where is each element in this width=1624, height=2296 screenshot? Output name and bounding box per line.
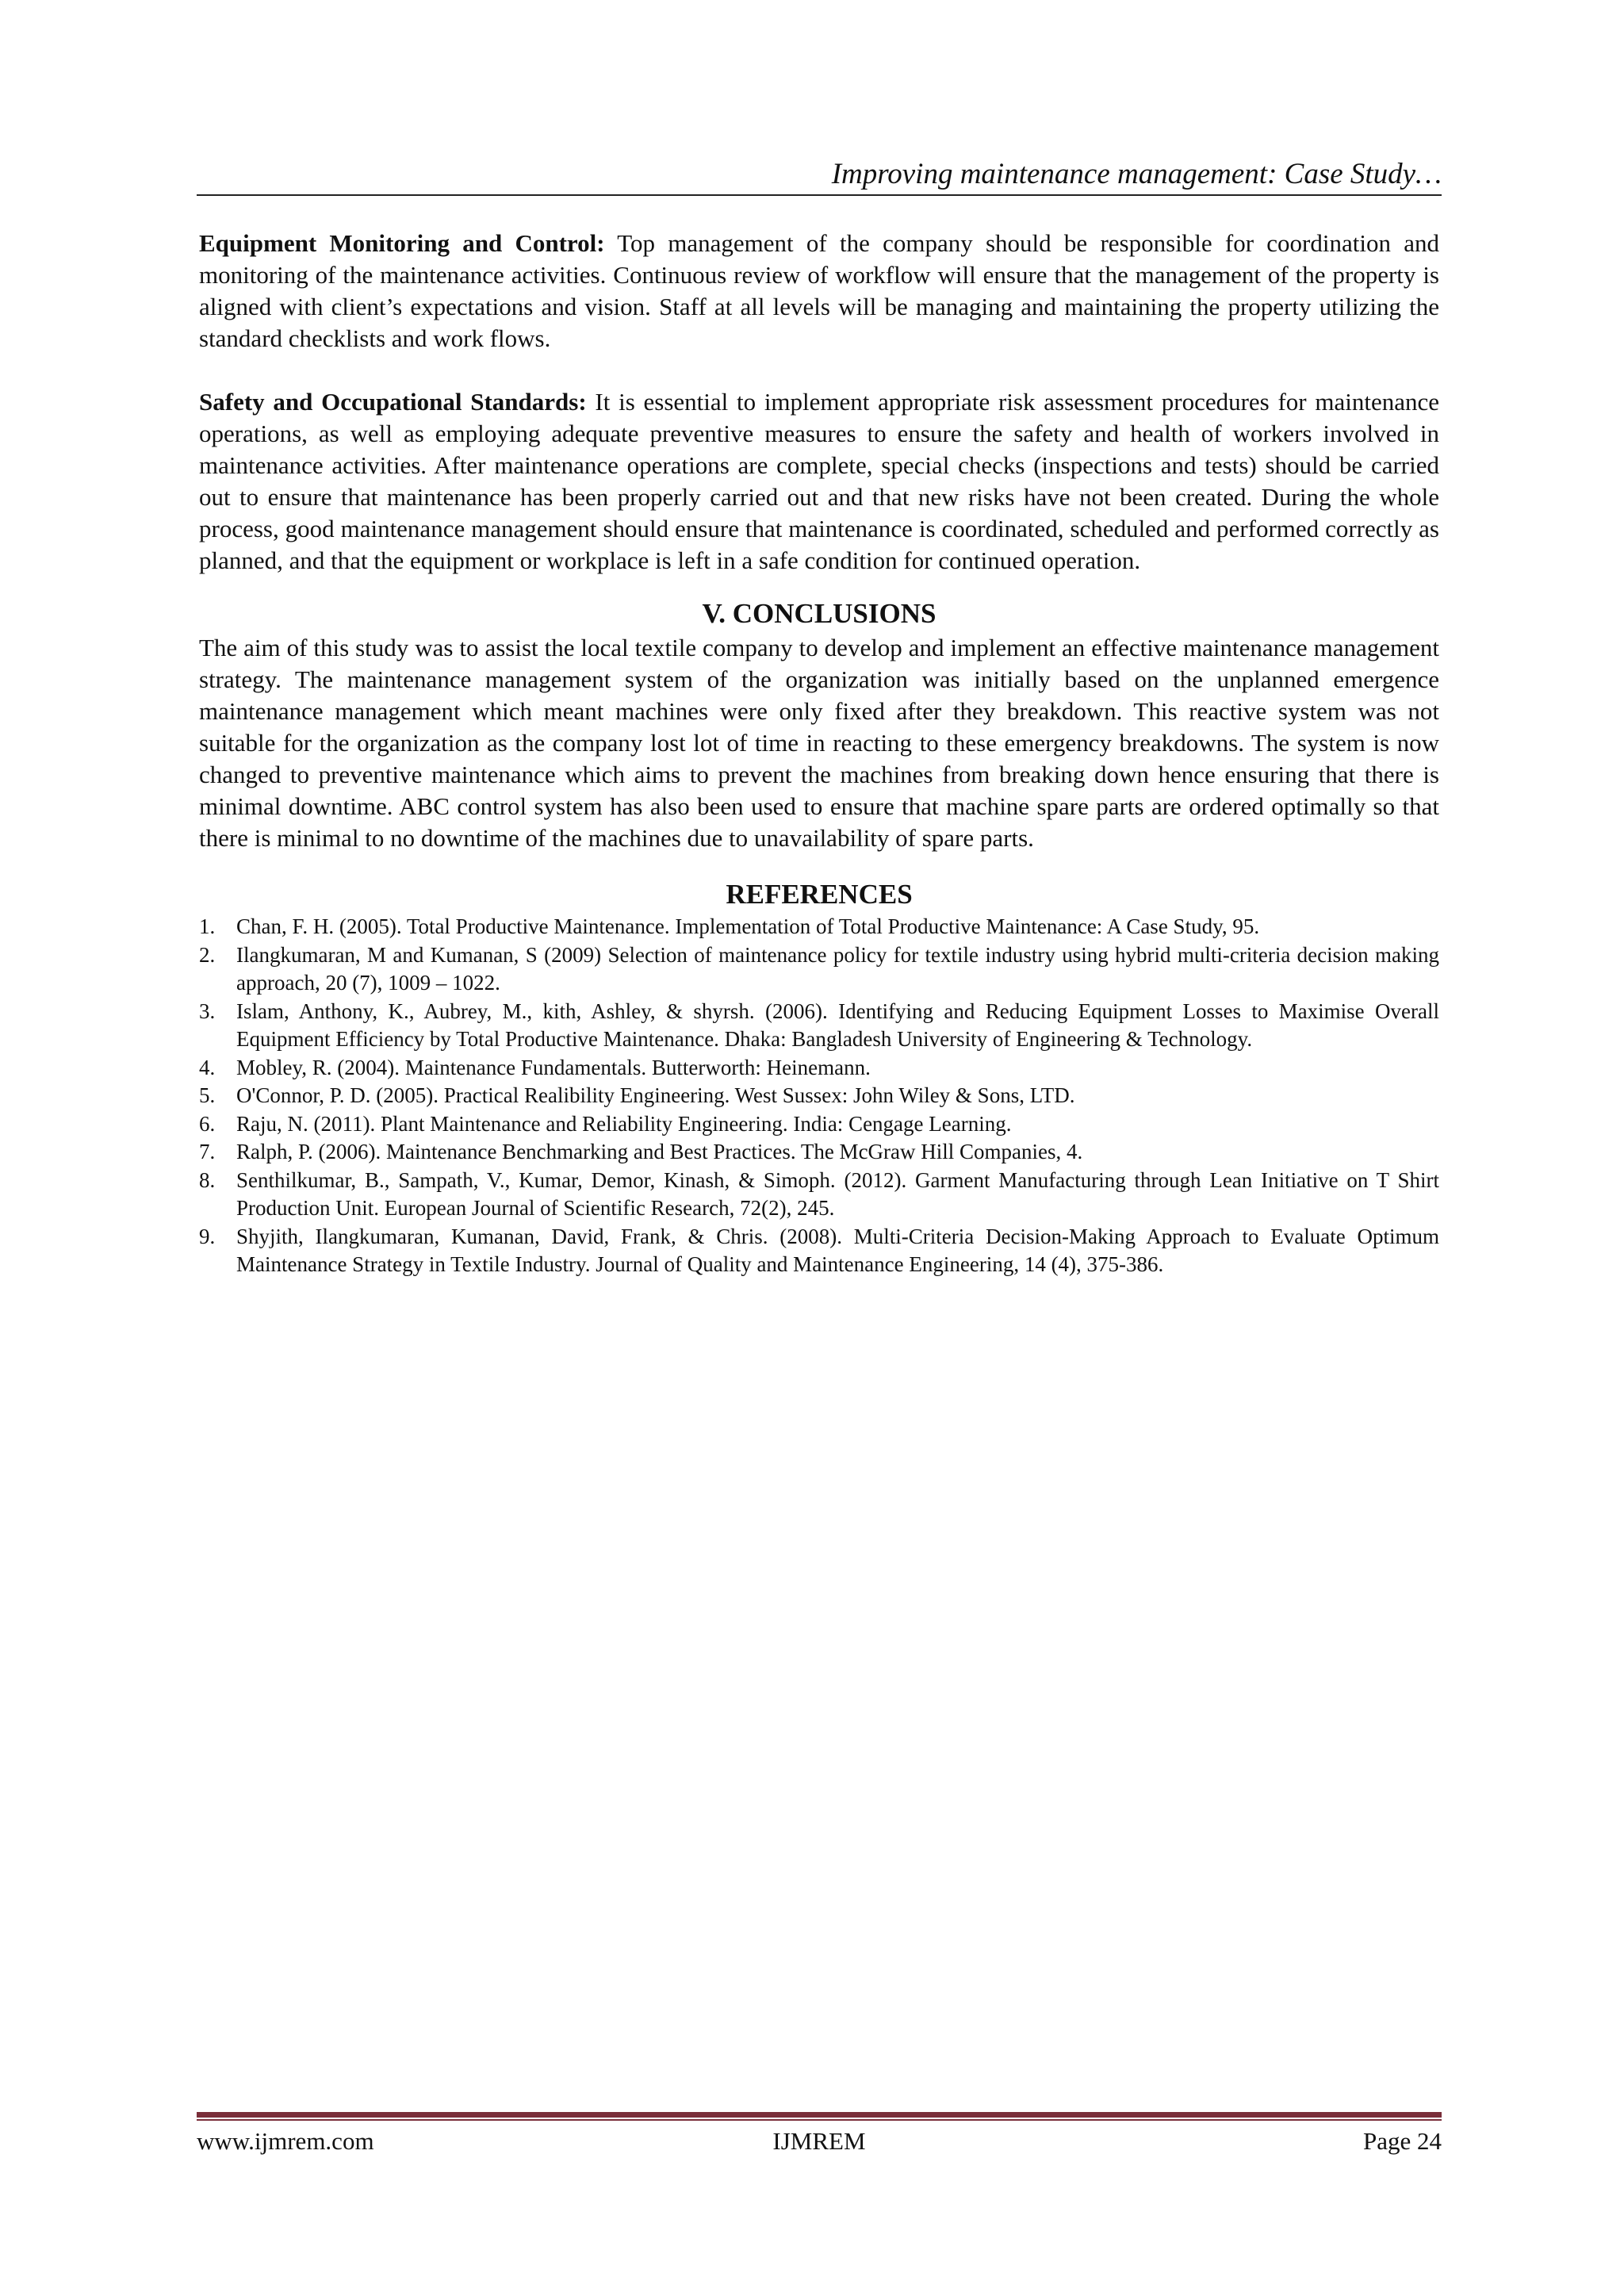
conclusions-paragraph: The aim of this study was to assist the local textile company to develop and implement an effective maintenance management strategy. The maintenance management system of the organization was initially based on the unplanned emergence maintenance management which meant machines were only fixed after they breakdown. This reactive system was not suitable for the organization as the company lost lot of time in reacting to these emergency breakdowns. The system is now changed to preventive maintenance which aims to prevent the machines from breaking down hence ensuring that there is minimal downtime. ABC control system has also been used to ensure that machine spare parts are ordered optimally so that there is minimal to no downtime of the machines due to unavailability of spare parts. — [199, 634, 1439, 852]
reference-item: 1. Chan, F. H. (2005). Total Productive Maintenance. Implementation of Total Productive Maintenance: A Case Study, 95. — [199, 914, 1260, 938]
running-header: Improving maintenance management: Case Study… — [831, 158, 1442, 190]
footer-journal: IJMREM — [772, 2127, 866, 2155]
references-heading: REFERENCES — [726, 879, 913, 910]
equipment-monitoring-lead: Equipment Monitoring and Control: — [199, 229, 605, 257]
references-list — [199, 913, 1439, 1279]
footer-rule-thin — [197, 2119, 1442, 2121]
footer-page-number: Page 24 — [1362, 2127, 1442, 2155]
equipment-monitoring-paragraph — [199, 228, 1439, 355]
reference-item: 8. Senthilkumar, B., Sampath, V., Kumar, Demor, Kinash, & Simoph. (2012). Garment Manufacturing through Lean Initiative on T Shirt Production Unit. European Journal of Scientific Research, 72(2), 245. — [199, 1167, 1439, 1220]
reference-item: 7. Ralph, P. (2006). Maintenance Benchmarking and Best Practices. The McGraw Hill Companies, 4. — [199, 1140, 1083, 1163]
safety-standards-paragraph — [199, 386, 1439, 577]
footer-rule — [197, 2112, 1442, 2118]
footer-website-link[interactable]: www.ijmrem.com — [197, 2127, 374, 2155]
safety-standards-text: It is essential to implement appropriate risk assessment procedures for maintenance operations, as well as employing adequate preventive measures to ensure the safety and health of workers involved in maintenance activities. After maintenance operations are complete, special checks (inspections and tests) should be carried out to ensure that maintenance has been properly carried out and that new risks have not been created. During the whole process, good maintenance management should ensure that maintenance is coordinated, scheduled and performed correctly as planned, and that the equipment or workplace is left in a safe condition for continued operation. — [199, 388, 1439, 574]
safety-standards-lead: Safety and Occupational Standards: — [199, 388, 587, 416]
conclusions-heading: V. CONCLUSIONS — [702, 598, 936, 629]
body-content — [199, 228, 1439, 1279]
reference-item: 4. Mobley, R. (2004). Maintenance Fundamentals. Butterworth: Heinemann. — [199, 1055, 871, 1079]
reference-item: 5. O'Connor, P. D. (2005). Practical Realibility Engineering. West Sussex: John Wiley & Sons, LTD. — [199, 1083, 1075, 1107]
reference-item: 6. Raju, N. (2011). Plant Maintenance and Reliability Engineering. India: Cengage Learning. — [199, 1111, 1012, 1136]
equipment-monitoring-text: Top management of the company should be responsible for coordination and monitoring of the maintenance activities. Continuous review of workflow will ensure that the management of the property is aligned with client’s expectations and vision. Staff at all levels will be managing and maintaining the property utilizing the standard checklists and work flows. — [199, 229, 1439, 352]
reference-item: 3. Islam, Anthony, K., Aubrey, M., kith, Ashley, & shyrsh. (2006). Identifying and Reducing Equipment Losses to Maximise Overall Equipment Efficiency by Total Productive Maintenance. Dhaka: Bangladesh University of Engineering & Technology. — [199, 999, 1439, 1051]
reference-item: 2. Ilangkumaran, M and Kumanan, S (2009) Selection of maintenance policy for textile industry using hybrid multi-criteria decision making approach, 20 (7), 1009 – 1022. — [199, 942, 1439, 995]
header-rule — [197, 194, 1442, 196]
reference-item: 9. Shyjith, Ilangkumaran, Kumanan, David, Frank, & Chris. (2008). Multi-Criteria Decision-Making Approach to Evaluate Optimum Maintenance Strategy in Textile Industry. Journal of Quality and Maintenance Engineering, 14 (4), 375-386. — [199, 1224, 1439, 1276]
